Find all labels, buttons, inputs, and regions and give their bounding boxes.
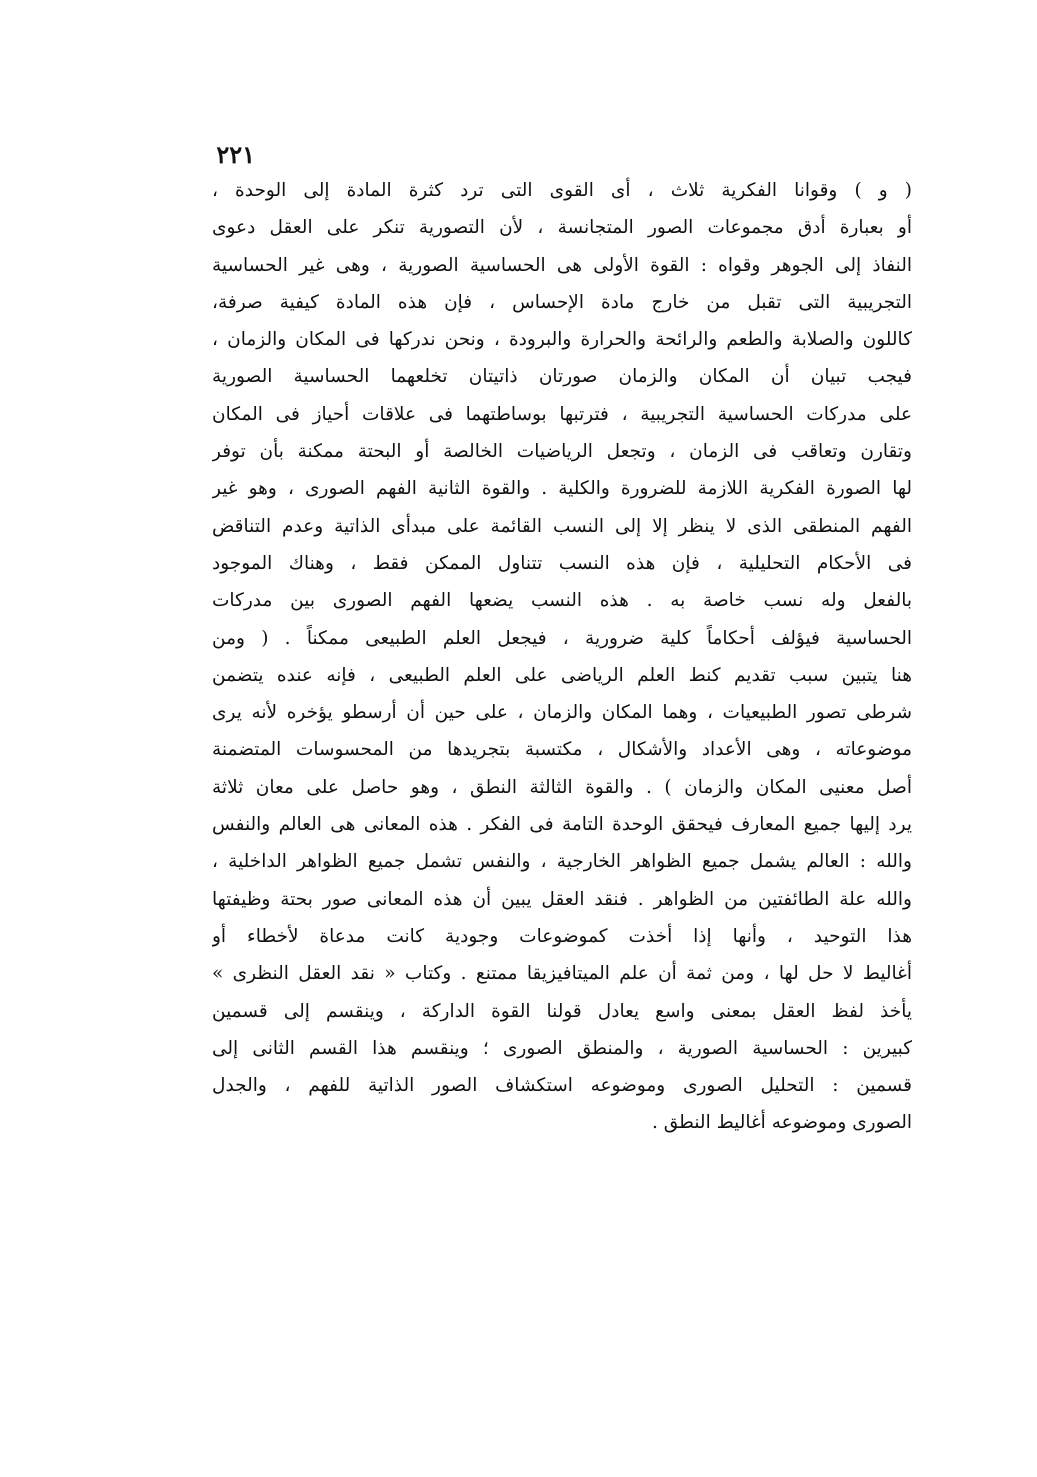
page-number: ٢٢١ [216, 140, 255, 169]
text-line: أغاليط لا حل لها ، ومن ثمة أن علم الميتافيزيقا ممتنع . وكتاب « نقد العقل النظرى » [212, 963, 912, 985]
text-line: الفهم المنطقى الذى لا ينظر إلا إلى النسب القائمة على مبدأى الذاتية وعدم التناقض [212, 515, 912, 537]
text-line: والله علة الطائفتين من الظواهر . فنقد العقل يبين أن هذه المعانى صور بحتة وظيفتها [212, 888, 912, 910]
text-line: والله : العالم يشمل جميع الظواهر الخارجية ، والنفس تشمل جميع الظواهر الداخلية ، [212, 851, 912, 873]
text-line: الحساسية فيؤلف أحكاماً كلية ضرورية ، فيجعل العلم الطبيعى ممكناً . ( ومن [212, 627, 912, 649]
text-line: يأخذ لفظ العقل بمعنى واسع يعادل قولنا القوة الداركة ، وينقسم إلى قسمين [212, 1000, 912, 1022]
text-line: لها الصورة الفكرية اللازمة للضرورة والكلية . والقوة الثانية الفهم الصورى ، وهو غير [212, 478, 912, 500]
text-line: هنا يتبين سبب تقديم كنط العلم الرياضى على العلم الطبيعى ، فإنه عنده يتضمن [212, 664, 912, 686]
text-line-last: الصورى وموضوعه أغاليط النطق . [651, 1112, 912, 1134]
text-line: وتقارن وتعاقب فى الزمان ، وتجعل الرياضيات الخالصة أو البحتة ممكنة بأن توفر [212, 441, 912, 463]
text-line: قسمين : التحليل الصورى وموضوعه استكشاف الصور الذاتية للفهم ، والجدل [212, 1075, 912, 1097]
text-line: ( و ) وقوانا الفكرية ثلاث ، أى القوى التى ترد كثرة المادة إلى الوحدة ، [212, 180, 912, 201]
text-line: النفاذ إلى الجوهر وقواه : القوة الأولى هى الحساسية الصورية ، وهى غير الحساسية [212, 254, 912, 276]
text-line: على مدركات الحساسية التجريبية ، فترتبها بوساطتهما فى علاقات أحياز فى المكان [212, 403, 912, 425]
text-line: فى الأحكام التحليلية ، فإن هذه النسب تتناول الممكن فقط ، وهناك الموجود [212, 552, 912, 574]
text-line: كاللون والصلابة والطعم والرائحة والحرارة والبرودة ، ونحن ندركها فى المكان والزمان ، [212, 329, 912, 351]
body-text [212, 172, 912, 1142]
text-line: أصل معنيى المكان والزمان ) . والقوة الثالثة النطق ، وهو حاصل على معان ثلاثة [212, 776, 912, 798]
text-line: موضوعاته ، وهى الأعداد والأشكال ، مكتسبة بتجريدها من المحسوسات المتضمنة [212, 739, 912, 761]
text-line: التجريبية التى تقبل من خارج مادة الإحساس ، فإن هذه المادة كيفية صرفة، [212, 291, 912, 313]
text-line: شرطى تصور الطبيعيات ، وهما المكان والزمان ، على حين أن أرسطو يؤخره لأنه يرى [212, 702, 912, 724]
text-line: بالفعل وله نسب خاصة به . هذه النسب يضعها الفهم الصورى بين مدركات [212, 590, 912, 612]
text-line: أو بعبارة أدق مجموعات الصور المتجانسة ، لأن التصورية تنكر على العقل دعوى [212, 217, 912, 239]
text-line: كبيرين : الحساسية الصورية ، والمنطق الصورى ؛ وينقسم هذا القسم الثانى إلى [212, 1037, 912, 1059]
text-line: هذا التوحيد ، وأنها إذا أخذت كموضوعات وجودية كانت مدعاة لأخطاء أو [212, 925, 912, 947]
text-line: يرد إليها جميع المعارف فيحقق الوحدة التامة فى الفكر . هذه المعانى هى العالم والنفس [212, 814, 912, 836]
text-line: فيجب تبيان أن المكان والزمان صورتان ذاتيتان تخلعهما الحساسية الصورية [212, 366, 912, 388]
